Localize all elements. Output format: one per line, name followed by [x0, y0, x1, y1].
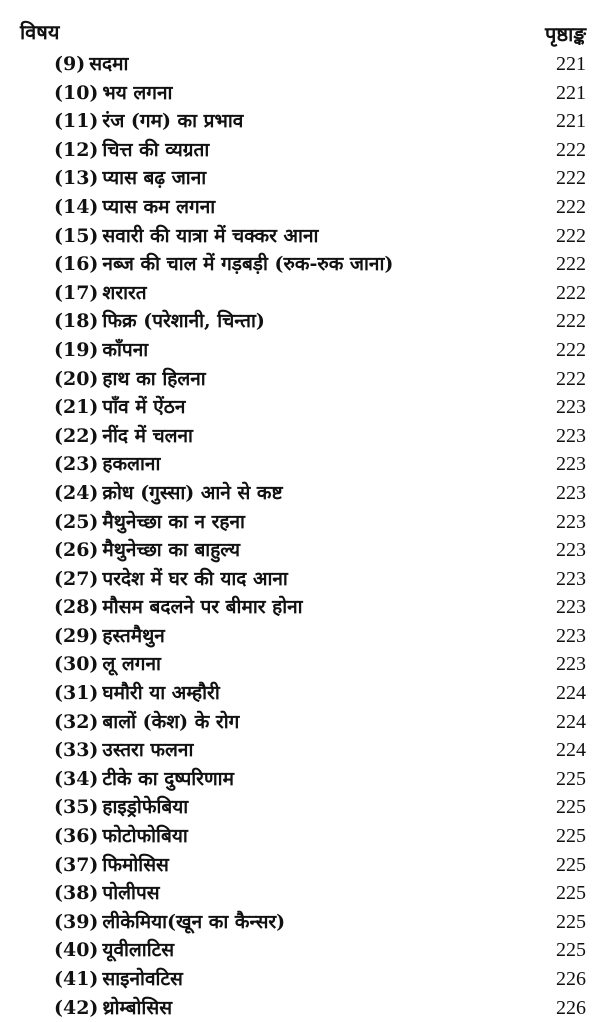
- entry-page-number: 223: [556, 653, 586, 676]
- entry-page-number: 222: [556, 310, 586, 333]
- entry-page-number: 222: [556, 224, 586, 247]
- entry-page-number: 222: [556, 253, 586, 276]
- entry-title: भय लगना: [102, 81, 173, 104]
- entry-title: फिक्र (परेशानी, चिन्ता): [102, 310, 265, 333]
- entry-title: रंज (गम) का प्रभाव: [102, 110, 244, 133]
- entry-number: (26): [54, 539, 99, 562]
- list-item: [54, 422, 586, 451]
- list-item: [54, 479, 586, 508]
- entry-title: हस्तमैथुन: [102, 624, 165, 647]
- entry-page-number: 223: [556, 424, 586, 447]
- entry-number: (42): [54, 996, 99, 1019]
- entry-page-number: 223: [556, 481, 586, 504]
- entry-page-number: 223: [556, 510, 586, 533]
- page-number-heading: पृष्ठाङ्क: [545, 22, 586, 46]
- entry-page-number: 223: [556, 624, 586, 647]
- entry-title: शरारत: [102, 281, 147, 304]
- list-item: [54, 279, 586, 308]
- entry-title: नींद में चलना: [102, 424, 193, 447]
- entry-title: हकलाना: [102, 453, 161, 476]
- list-item: [54, 593, 586, 622]
- list-item: [54, 965, 586, 994]
- entry-number: (21): [54, 396, 99, 419]
- entry-title: मौसम बदलने पर बीमार होना: [102, 596, 303, 619]
- entry-page-number: 225: [556, 939, 586, 962]
- entry-page-number: 222: [556, 367, 586, 390]
- list-item: [54, 736, 586, 765]
- entry-page-number: 223: [556, 539, 586, 562]
- entry-title: मैथुनेच्छा का बाहुल्य: [102, 539, 241, 562]
- list-item: [54, 793, 586, 822]
- entry-page-number: 225: [556, 825, 586, 848]
- entry-page-number: 225: [556, 796, 586, 819]
- entry-number: (39): [54, 910, 99, 933]
- entry-title: फोटोफोबिया: [102, 825, 188, 848]
- entry-title: हाथ का हिलना: [102, 367, 206, 390]
- entry-number: (24): [54, 481, 99, 504]
- entry-title: क्रोध (गुस्सा) आने से कष्ट: [102, 481, 283, 504]
- entry-number: (35): [54, 796, 99, 819]
- entry-number: (33): [54, 739, 99, 762]
- entry-title: प्यास बढ़ जाना: [102, 167, 207, 190]
- list-item: [54, 536, 586, 565]
- entry-page-number: 223: [556, 453, 586, 476]
- entry-number: (25): [54, 510, 99, 533]
- list-item: [54, 936, 586, 965]
- list-item: [54, 250, 586, 279]
- entry-number: (22): [54, 424, 99, 447]
- entry-title: फिमोसिस: [102, 853, 169, 876]
- entry-title: सदमा: [89, 53, 129, 75]
- list-item: [54, 164, 586, 193]
- list-item: [54, 393, 586, 422]
- entry-title: चित्त की व्यग्रता: [102, 138, 210, 161]
- entry-page-number: 224: [556, 682, 586, 705]
- table-of-contents-header: [0, 18, 600, 46]
- list-item: [54, 994, 586, 1022]
- list-item: [54, 307, 586, 336]
- list-item: [54, 136, 586, 165]
- entry-number: (18): [54, 310, 99, 333]
- list-item: [54, 851, 586, 880]
- entry-title: साइनोवटिस: [102, 968, 183, 990]
- entry-number: (37): [54, 853, 99, 876]
- subject-heading: विषय: [20, 20, 60, 44]
- entry-title: हाइड्रोफेबिया: [102, 796, 189, 819]
- entry-page-number: 222: [556, 167, 586, 190]
- list-item: [54, 222, 586, 251]
- entry-title: बालों (केश) के रोग: [102, 710, 240, 733]
- entry-number: (15): [54, 224, 99, 247]
- entry-title: परदेश में घर की याद आना: [102, 567, 288, 590]
- entry-page-number: 223: [556, 396, 586, 419]
- list-item: [54, 650, 586, 679]
- entry-page-number: 222: [556, 138, 586, 161]
- entry-number: (38): [54, 882, 99, 905]
- entry-page-number: 223: [556, 596, 586, 619]
- list-item: [54, 336, 586, 365]
- entry-number: (34): [54, 767, 99, 790]
- list-item: [54, 622, 586, 651]
- entry-title: पाँव में ऐंठन: [102, 396, 186, 419]
- entry-page-number: 222: [556, 338, 586, 361]
- entry-page-number: 222: [556, 281, 586, 304]
- entry-number: (13): [54, 167, 99, 190]
- entry-number: (20): [54, 367, 99, 390]
- list-item: [54, 508, 586, 537]
- list-item: [54, 450, 586, 479]
- entry-title: लू लगना: [102, 653, 161, 676]
- entry-number: (9): [54, 53, 86, 75]
- entry-title: टीके का दुष्परिणाम: [102, 767, 234, 790]
- entry-number: (17): [54, 281, 99, 304]
- entry-page-number: 225: [556, 910, 586, 933]
- entry-title: यूवीलाटिस: [102, 939, 175, 962]
- entry-number: (10): [54, 81, 99, 104]
- entry-page-number: 225: [556, 882, 586, 905]
- entry-page-number: 222: [556, 195, 586, 218]
- entry-number: (16): [54, 253, 99, 276]
- entry-page-number: 221: [556, 53, 586, 75]
- entry-page-number: 221: [556, 81, 586, 104]
- entry-number: (28): [54, 596, 99, 619]
- entry-number: (11): [54, 110, 99, 133]
- entry-title: थ्रोम्बोसिस: [102, 996, 173, 1019]
- entry-title: मैथुनेच्छा का न रहना: [102, 510, 245, 533]
- entry-number: (30): [54, 653, 99, 676]
- entry-page-number: 225: [556, 767, 586, 790]
- entry-title: काँपना: [102, 338, 149, 361]
- list-item: [54, 822, 586, 851]
- entry-title: नब्ज की चाल में गड़बड़ी (रुक-रुक जाना): [102, 253, 394, 276]
- entry-title: सवारी की यात्रा में चक्कर आना: [102, 224, 319, 247]
- list-item: [54, 908, 586, 937]
- list-item: [54, 679, 586, 708]
- entry-page-number: 223: [556, 567, 586, 590]
- entry-number: (31): [54, 682, 99, 705]
- entry-page-number: 226: [556, 968, 586, 990]
- list-item: [54, 365, 586, 394]
- entry-number: (29): [54, 624, 99, 647]
- list-item: [54, 765, 586, 794]
- entry-number: (36): [54, 825, 99, 848]
- entry-title: लीकेमिया(खून का कैन्सर): [102, 910, 286, 933]
- entry-page-number: 224: [556, 710, 586, 733]
- entry-number: (32): [54, 710, 99, 733]
- entry-title: प्यास कम लगना: [102, 195, 216, 218]
- entry-title: घमौरी या अम्हौरी: [102, 682, 220, 705]
- entry-number: (19): [54, 338, 99, 361]
- entry-title: पोलीपस: [102, 882, 160, 905]
- list-item: [54, 565, 586, 594]
- list-item: [54, 879, 586, 908]
- entry-title: उस्तरा फलना: [102, 739, 194, 762]
- entry-number: (12): [54, 138, 99, 161]
- list-item: [54, 50, 586, 79]
- entry-number: (27): [54, 567, 99, 590]
- entry-page-number: 225: [556, 853, 586, 876]
- list-item: [54, 708, 586, 737]
- entry-number: (14): [54, 195, 99, 218]
- list-item: [54, 193, 586, 222]
- entry-page-number: 224: [556, 739, 586, 762]
- entry-number: (41): [54, 968, 99, 990]
- entry-page-number: 221: [556, 110, 586, 133]
- entry-number: (23): [54, 453, 99, 476]
- table-of-contents-list: [54, 50, 586, 1022]
- list-item: [54, 79, 586, 108]
- list-item: [54, 107, 586, 136]
- entry-number: (40): [54, 939, 99, 962]
- entry-page-number: 226: [556, 996, 586, 1019]
